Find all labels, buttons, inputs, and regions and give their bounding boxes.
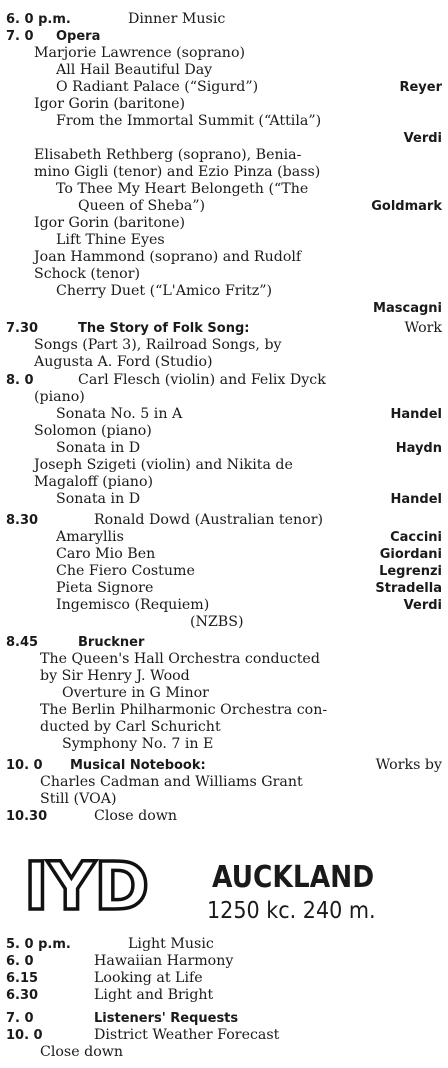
entry-time: 5. 0 p.m.: [6, 937, 71, 952]
composer: Giordani: [379, 547, 442, 562]
entry-time: 8.30: [6, 513, 39, 528]
entry-time: 6.15: [6, 971, 39, 986]
entry-time: 10. 0: [6, 1028, 43, 1043]
composer: Verdi: [403, 131, 442, 146]
composer: Stradella: [375, 581, 442, 596]
entry-text: Close down: [94, 808, 178, 824]
entry-time: 8.45: [6, 635, 39, 650]
entry-text: Dinner Music: [128, 11, 226, 27]
entry-title: The Story of Folk Song:: [78, 321, 250, 336]
composer: Mascagni: [373, 301, 442, 316]
entry-text: Light Music: [128, 936, 214, 952]
station-frequency: 1250 kc. 240 m.: [207, 898, 376, 924]
entry-text: Looking at Life: [94, 970, 203, 986]
entry-time: 10. 0: [6, 758, 43, 773]
entry-time: 7. 0: [6, 29, 34, 44]
entry-text: District Weather Forecast: [94, 1027, 280, 1043]
composer: Haydn: [395, 441, 442, 456]
composer: Verdi: [403, 598, 442, 613]
entry-time: 6.30: [6, 988, 39, 1003]
composer: Handel: [390, 492, 442, 507]
entry-text: Ronald Dowd (Australian tenor): [94, 512, 324, 528]
station-name: AUCKLAND: [212, 860, 375, 895]
entry-title: Opera: [56, 29, 101, 44]
entry-title: Listeners' Requests: [94, 1011, 239, 1026]
entry-text: Work: [404, 320, 442, 336]
entry-text: Carl Flesch (violin) and Felix Dyck: [78, 372, 326, 388]
entry-time: 6. 0 p.m.: [6, 12, 71, 27]
entry-text: Light and Bright: [94, 987, 214, 1003]
entry-text: Works by: [375, 757, 442, 773]
entry-text: Hawaiian Harmony: [94, 953, 234, 969]
composer: Goldmark: [371, 199, 442, 214]
entry-time: 7. 0: [6, 1011, 34, 1026]
composer: Caccini: [390, 530, 442, 545]
station-logo: IYD: [24, 848, 149, 925]
composer: Handel: [390, 407, 442, 422]
composer: Legrenzi: [379, 564, 442, 579]
entry-time: 7.30: [6, 321, 39, 336]
entry-time: 6. 0: [6, 954, 34, 969]
entry-text: Close down: [40, 1044, 124, 1060]
entry-time: 8. 0: [6, 373, 34, 388]
composer: Reyer: [399, 80, 442, 95]
entry-time: 10.30: [6, 809, 48, 824]
entry-title: Musical Notebook:: [70, 758, 206, 773]
entry-title: Bruckner: [78, 635, 145, 650]
